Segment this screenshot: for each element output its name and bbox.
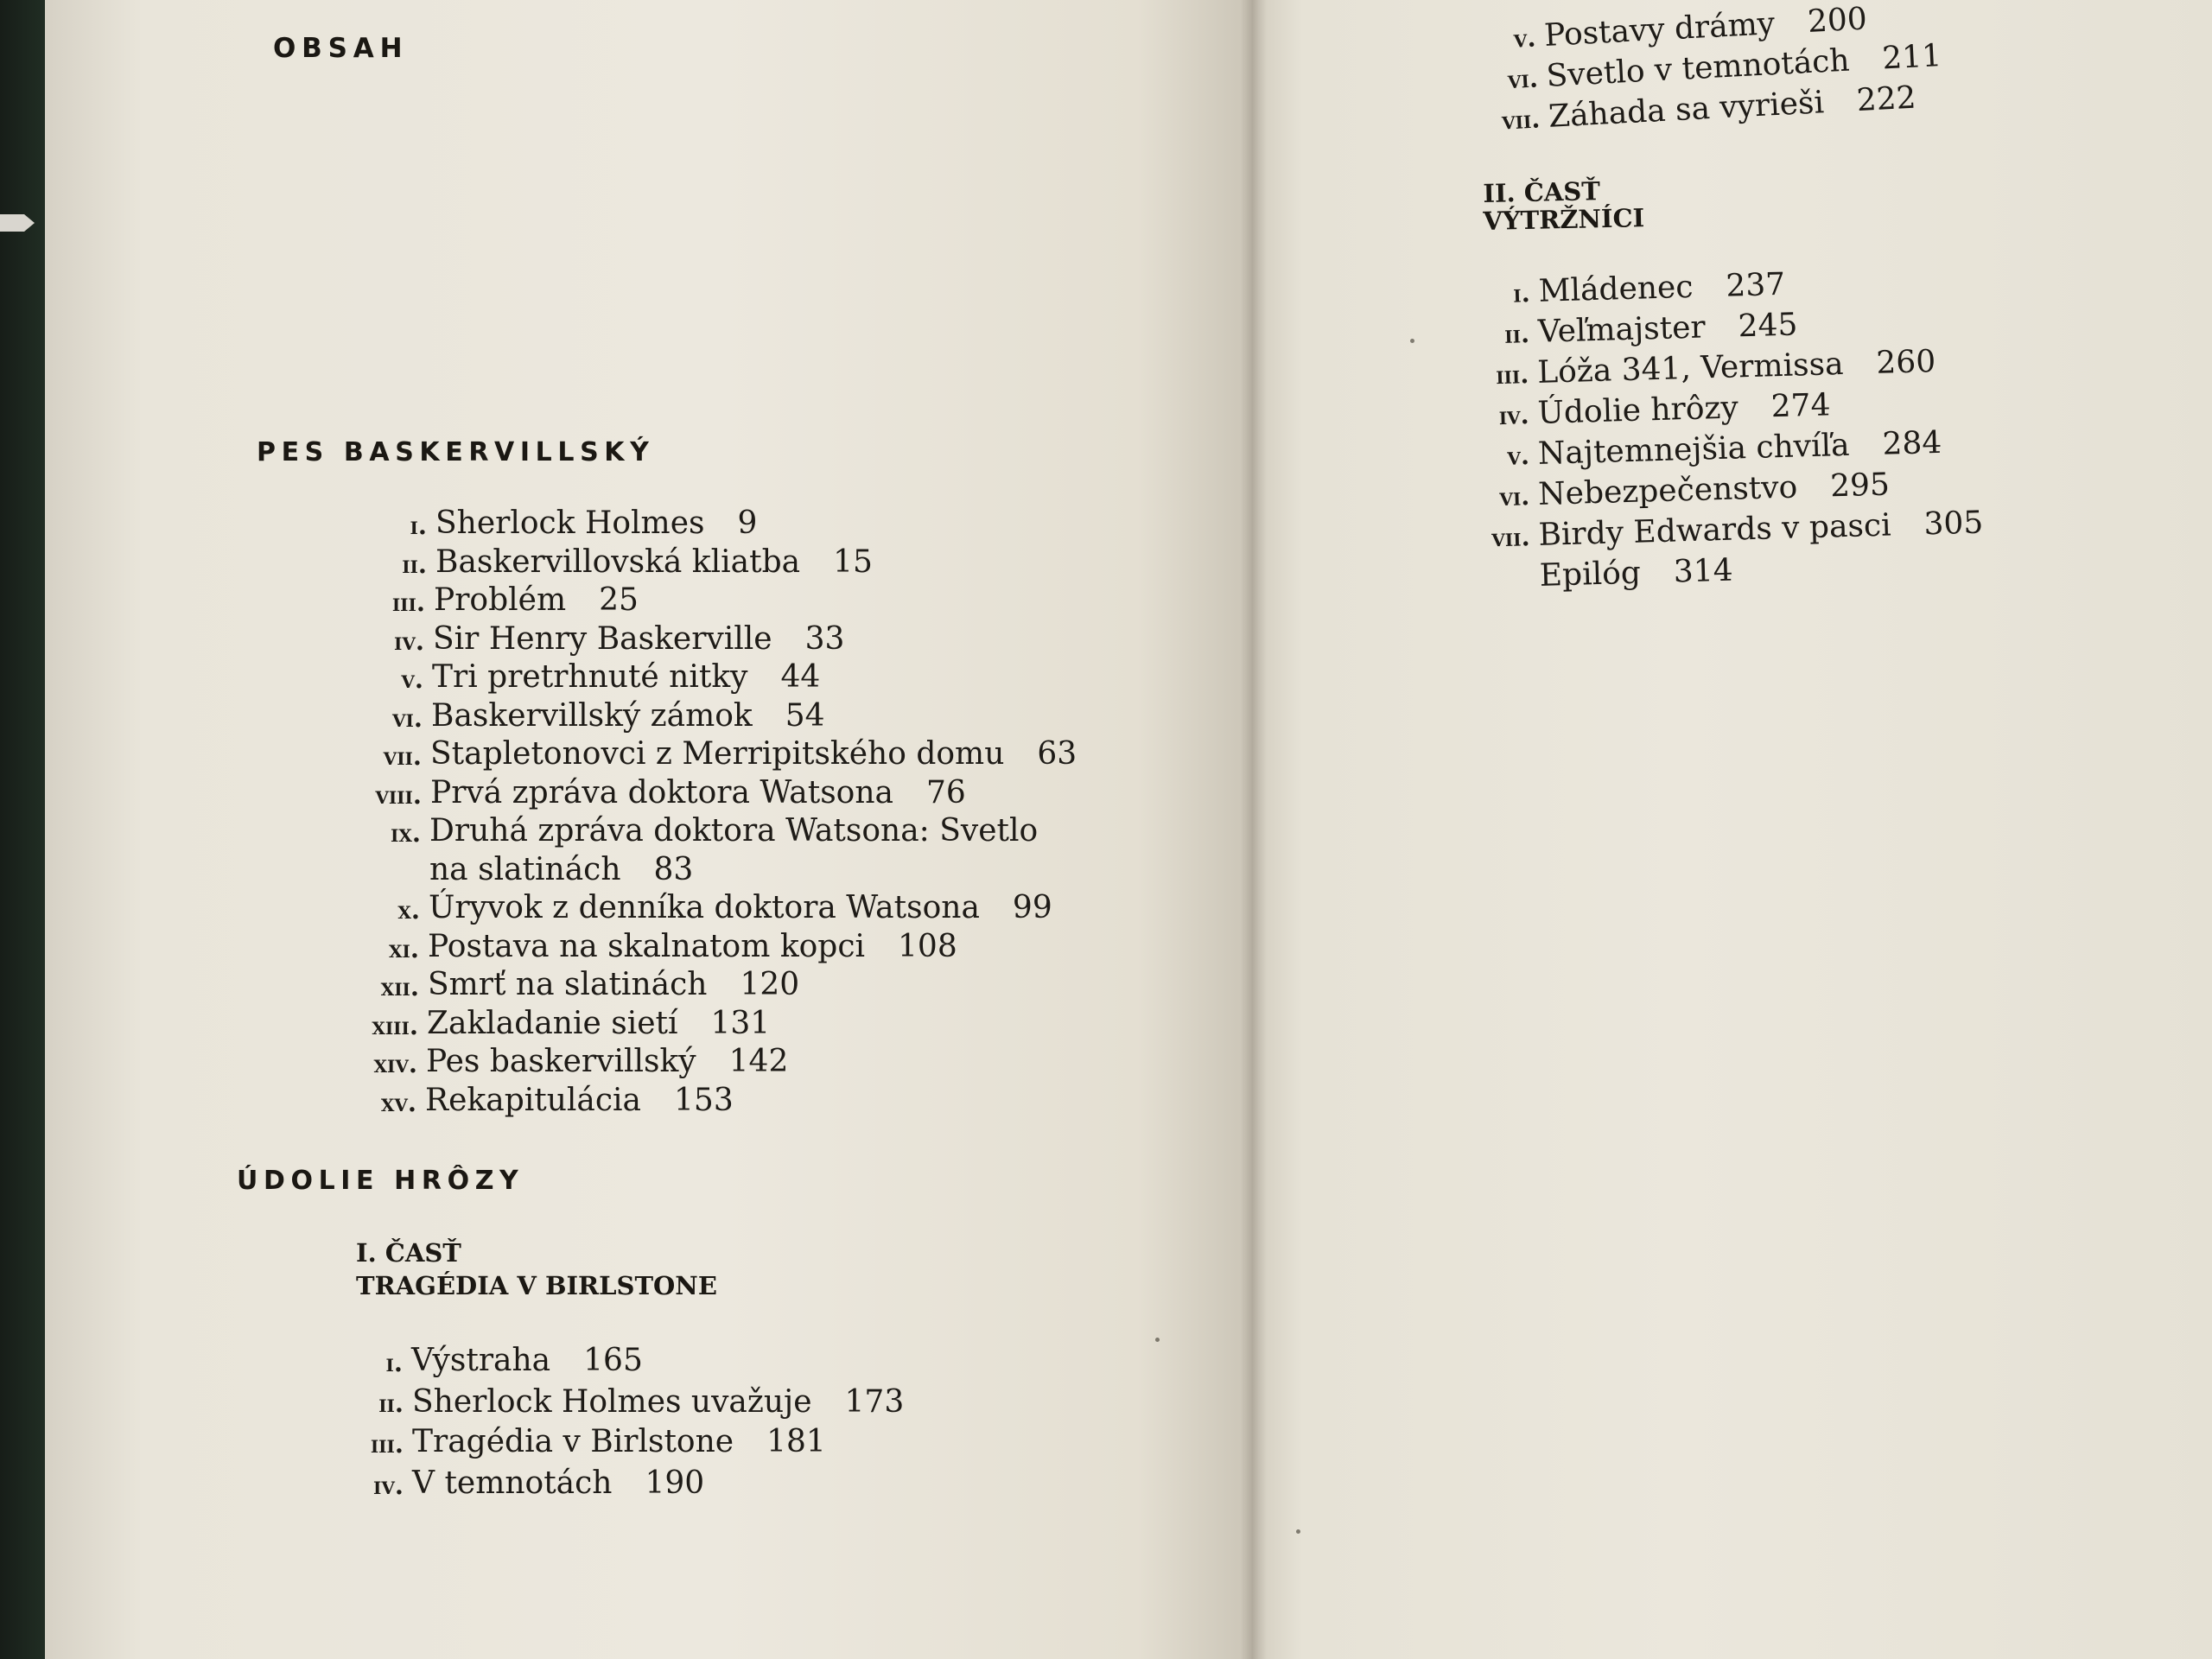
chapter-number: v. <box>1506 441 1530 471</box>
chapter-number: v. <box>1512 22 1537 54</box>
chapter-number: vii. <box>1501 104 1541 136</box>
chapter-number: x. <box>397 895 420 925</box>
toc-entry <box>380 1082 1077 1121</box>
toc-entry <box>373 1463 904 1504</box>
chapter-number: iii. <box>370 1429 404 1459</box>
chapter-title: Postavy drámy <box>1543 6 1777 54</box>
chapter-title: Pes baskervillský <box>426 1044 696 1079</box>
chapter-title: V temnotách <box>412 1465 613 1501</box>
chapter-title: Svetlo v temnotách <box>1545 42 1851 94</box>
part2-title: VÝTRŽNÍCI <box>1483 203 1645 236</box>
book1-chapter-list <box>372 505 1077 1120</box>
toc-entry <box>392 697 1077 736</box>
chapter-number: ix. <box>391 818 421 848</box>
toc-entry <box>370 1421 904 1463</box>
chapter-page: 211 <box>1881 37 1943 77</box>
chapter-page: 181 <box>766 1424 826 1459</box>
chapter-title: Tragédia v Birlstone <box>412 1424 734 1459</box>
toc-entry <box>380 966 1077 1005</box>
toc-entry <box>401 658 1077 697</box>
chapter-page: 260 <box>1875 343 1936 381</box>
chapter-number: xiv. <box>373 1049 417 1078</box>
epilogue-title: Epilóg <box>1539 555 1642 594</box>
chapter-title: Najtemnejšia chvíľa <box>1537 427 1851 472</box>
chapter-title: Sir Henry Baskerville <box>433 620 772 657</box>
toc-entry <box>391 812 1077 889</box>
chapter-page: 63 <box>1037 736 1077 772</box>
chapter-number: iii. <box>1495 359 1529 391</box>
chapter-title: Tri pretrhnuté nitky <box>432 659 748 695</box>
chapter-title: Sherlock Holmes <box>435 505 705 541</box>
chapter-title: Sherlock Holmes uvažuje <box>412 1384 812 1420</box>
chapter-title: Stapletonovci z Merripitského domu <box>430 736 1005 772</box>
part1-title: TRAGÉDIA V BIRLSTONE <box>356 1271 717 1300</box>
toc-entry <box>378 1382 905 1421</box>
chapter-page: 237 <box>1725 266 1786 304</box>
chapter-page: 165 <box>583 1343 643 1378</box>
chapter-page: 131 <box>710 1005 771 1041</box>
chapter-title: Veľmajster <box>1537 309 1707 350</box>
chapter-number: iv. <box>1498 400 1530 431</box>
paper-speck <box>1296 1529 1300 1534</box>
chapter-title-cont-text: na slatinách <box>429 851 621 887</box>
chapter-title: Mládenec <box>1538 269 1694 309</box>
chapter-page: 44 <box>780 659 821 695</box>
chapter-number: v. <box>401 664 423 694</box>
epilogue-page: 314 <box>1673 552 1734 590</box>
part2-chapter-list <box>1491 259 1985 596</box>
chapter-title-continued <box>429 851 1077 890</box>
chapter-title: Výstraha <box>411 1343 551 1378</box>
chapter-title: Baskervillský zámok <box>431 697 753 734</box>
chapter-title: Birdy Edwards v pasci <box>1537 507 1892 553</box>
toc-entry <box>385 1339 904 1382</box>
chapter-title: Úryvok z denníka doktora Watsona <box>429 890 980 925</box>
chapter-page: 120 <box>740 967 800 1002</box>
chapter-number: xii. <box>380 972 419 1001</box>
chapter-number: iv. <box>394 626 424 656</box>
paper-speck <box>1410 339 1414 343</box>
left-page <box>45 0 1259 1659</box>
chapter-title: Záhada sa vyrieši <box>1548 85 1825 135</box>
chapter-title: Smrť na slatinách <box>428 967 708 1002</box>
chapter-page: 305 <box>1923 505 1984 543</box>
chapter-page: 222 <box>1855 79 1917 119</box>
chapter-title: Druhá zpráva doktora Watsona: Svetlo <box>429 813 1039 849</box>
toc-entry <box>402 543 1077 582</box>
chapter-number: vi. <box>1498 481 1530 512</box>
right-page <box>1244 0 2212 1659</box>
chapter-title: Baskervillovská kliatba <box>435 543 801 580</box>
chapter-page: 274 <box>1770 387 1831 425</box>
contents-heading: OBSAH <box>273 33 409 64</box>
toc-entry <box>372 1005 1077 1044</box>
part2-label: II. ČASŤ <box>1483 176 1601 208</box>
chapter-title: Postava na skalnatom kopci <box>428 928 866 964</box>
chapter-title: Rekapitulácia <box>425 1082 642 1118</box>
chapter-page: 245 <box>1738 307 1798 345</box>
chapter-page: 99 <box>1012 890 1052 925</box>
book1-heading: PES BASKERVILLSKÝ <box>257 437 655 467</box>
chapter-title: Problém <box>434 582 567 618</box>
chapter-page: 173 <box>844 1384 905 1420</box>
chapter-number: xi. <box>389 933 419 963</box>
chapter-title: Údolie hrôzy <box>1537 390 1739 431</box>
part1-label: I. ČASŤ <box>356 1238 461 1268</box>
chapter-number: xv. <box>380 1087 416 1117</box>
chapter-number: iii. <box>391 588 425 617</box>
toc-entry <box>383 735 1077 774</box>
chapter-page: 15 <box>833 543 873 580</box>
chapter-page: 54 <box>785 697 825 734</box>
chapter-page: 83 <box>653 851 694 887</box>
part1-continued-list <box>1501 0 1945 137</box>
chapter-page: 76 <box>926 774 966 810</box>
toc-entry <box>373 1043 1077 1082</box>
chapter-page: 9 <box>737 505 758 541</box>
part1-chapter-list <box>370 1339 905 1504</box>
book-gutter <box>1241 0 1267 1659</box>
chapter-page: 295 <box>1829 467 1891 505</box>
chapter-number: i. <box>385 1348 403 1377</box>
chapter-title: Nebezpečenstvo <box>1537 469 1798 512</box>
chapter-number: i. <box>1512 278 1531 308</box>
chapter-number: iv. <box>373 1471 404 1500</box>
toc-entry <box>410 505 1077 543</box>
chapter-number: vii. <box>1491 522 1531 553</box>
chapter-number: i. <box>410 511 427 540</box>
chapter-page: 200 <box>1806 1 1868 40</box>
paper-speck <box>1155 1338 1160 1342</box>
chapter-number: viii. <box>375 779 422 810</box>
cover-marker <box>0 214 35 232</box>
chapter-number: vii. <box>383 741 422 771</box>
toc-entry <box>391 582 1077 620</box>
book2-heading: ÚDOLIE HRÔZY <box>237 1166 524 1196</box>
chapter-number: xiii. <box>372 1010 418 1040</box>
chapter-title: Zakladanie sietí <box>427 1005 678 1041</box>
toc-entry <box>375 774 1077 813</box>
chapter-number: vi. <box>1506 63 1539 95</box>
chapter-number: vi. <box>392 702 423 733</box>
chapter-page: 25 <box>599 582 639 618</box>
toc-entry <box>389 928 1077 967</box>
toc-entry <box>394 620 1077 659</box>
chapter-page: 142 <box>728 1044 789 1079</box>
toc-entry <box>397 889 1077 928</box>
chapter-title: Lóža 341, Vermissa <box>1536 346 1845 391</box>
chapter-number: ii. <box>1503 319 1530 349</box>
chapter-page: 153 <box>674 1082 734 1118</box>
chapter-page: 108 <box>898 928 957 964</box>
chapter-page: 33 <box>804 620 845 657</box>
chapter-number: ii. <box>378 1389 404 1418</box>
chapter-page: 284 <box>1881 424 1942 462</box>
chapter-title: Prvá zpráva doktora Watsona <box>430 774 893 810</box>
chapter-page: 190 <box>645 1465 705 1501</box>
chapter-number: ii. <box>402 549 427 579</box>
